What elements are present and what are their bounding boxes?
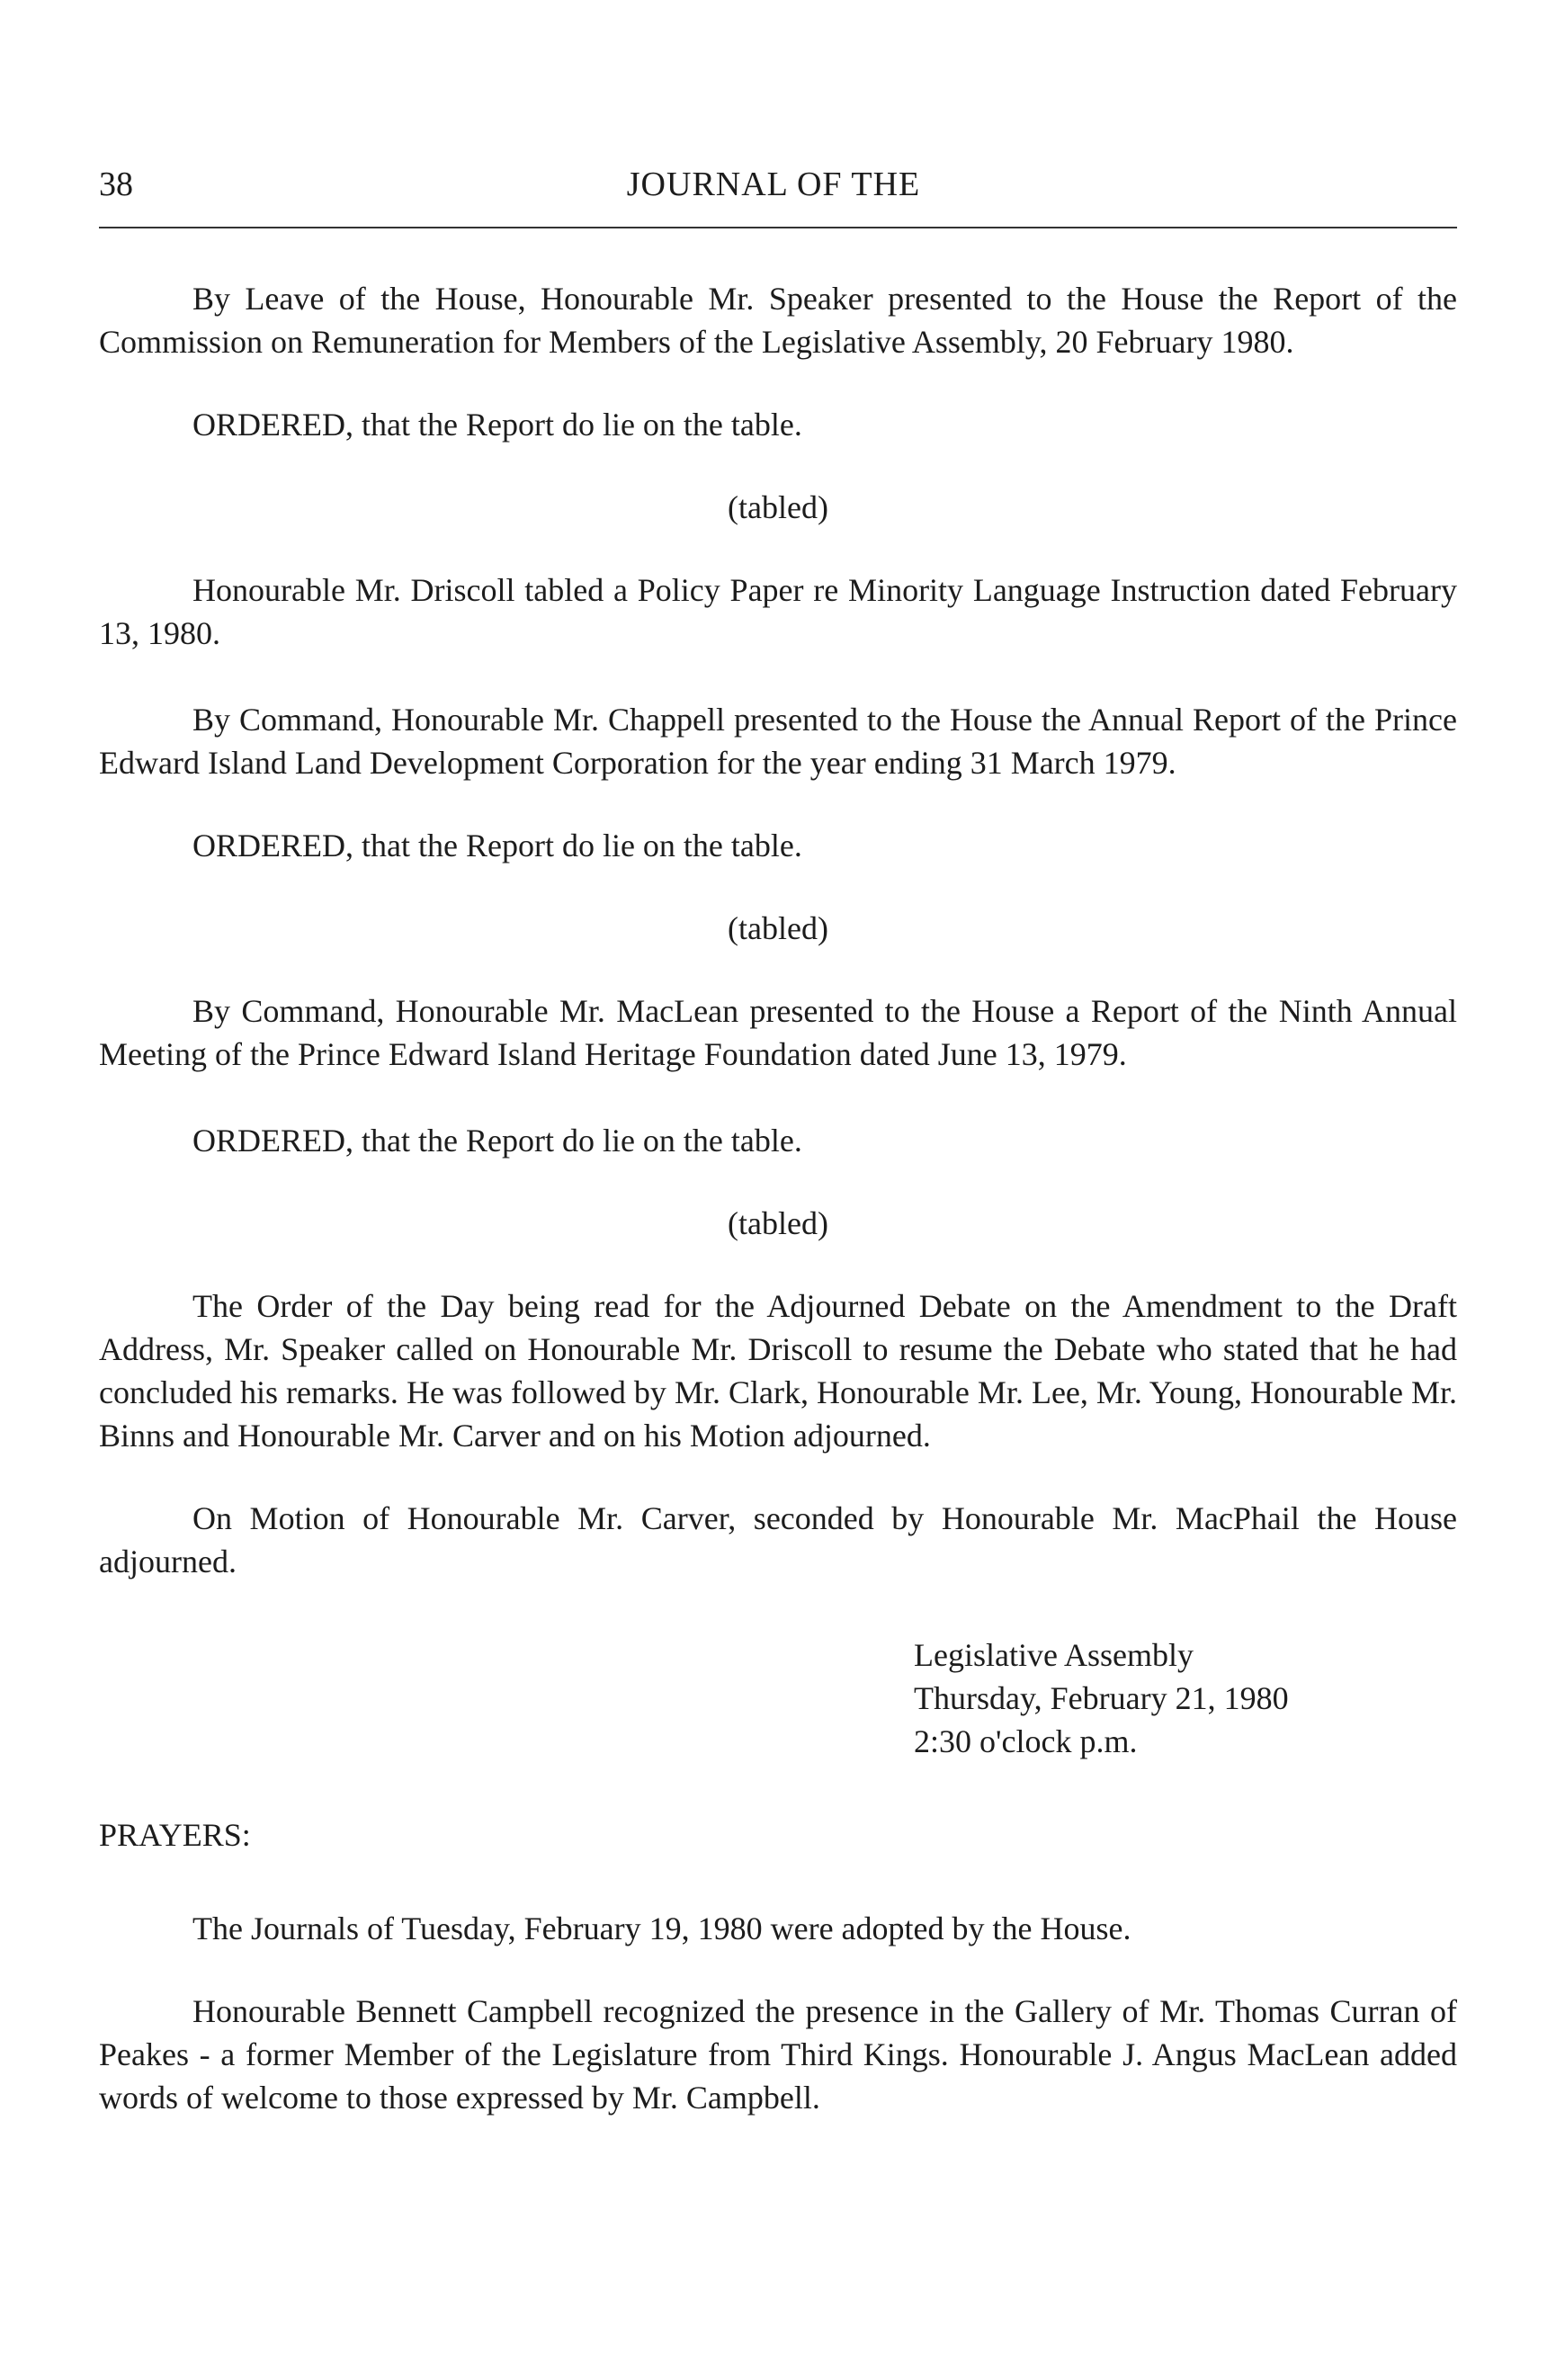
tabled-note: (tabled) [728, 489, 828, 525]
paragraph-policy-paper: Honourable Mr. Driscoll tabled a Policy Paper re Minority Language Instruction dated February 13, 1980. [99, 572, 1457, 651]
session-assembly: Legislative Assembly [914, 1637, 1194, 1673]
tabled-note: (tabled) [728, 910, 828, 946]
ordered-line: ORDERED, that the Report do lie on the table. [192, 407, 802, 443]
header-rule [99, 227, 1457, 228]
paragraph-house-adjourned: On Motion of Honourable Mr. Carver, seconded by Honourable Mr. MacPhail the House adjourned. [99, 1500, 1457, 1579]
ordered-line: ORDERED, that the Report do lie on the table. [192, 1123, 802, 1159]
paragraph-gallery-recognition: Honourable Bennett Campbell recognized the presence in the Gallery of Mr. Thomas Curran of Peakes - a former Member of the Legislature from Third Kings. Honourable J. Angus MacLean added words of welcome to those expressed by Mr. Campbell. [99, 1993, 1457, 2116]
session-time: 2:30 o'clock p.m. [914, 1723, 1138, 1759]
paragraph-adjourned-debate: The Order of the Day being read for the Adjourned Debate on the Amendment to the Draft Address, Mr. Speaker called on Honourable Mr. Driscoll to resume the Debate who stated that he had concluded his remarks. He was followed by Mr. Clark, Honourable Mr. Lee, Mr. Young, Honourable Mr. Binns and Honourable Mr. Carver and on his Motion adjourned. [99, 1288, 1457, 1454]
page-header [99, 162, 1448, 207]
paragraph-journals-adopted: The Journals of Tuesday, February 19, 1980 were adopted by the House. [192, 1910, 1131, 1946]
prayers-heading: PRAYERS: [99, 1817, 251, 1853]
paragraph-heritage-foundation: By Command, Honourable Mr. MacLean presented to the House a Report of the Ninth Annual Meeting of the Prince Edward Island Heritage Foundation dated June 13, 1979. [99, 993, 1457, 1072]
paragraph-land-development: By Command, Honourable Mr. Chappell presented to the House the Annual Report of the Prince Edward Island Land Development Corporation for the year ending 31 March 1979. [99, 702, 1457, 781]
tabled-note: (tabled) [728, 1205, 828, 1241]
paragraph-speaker-report: By Leave of the House, Honourable Mr. Speaker presented to the House the Report of the Commission on Remuneration for Members of the Legislative Assembly, 20 February 1980. [99, 281, 1457, 360]
ordered-line: ORDERED, that the Report do lie on the table. [192, 828, 802, 863]
running-title: JOURNAL OF THE [626, 166, 921, 203]
page-number: 38 [99, 166, 133, 203]
journal-body [99, 277, 1457, 2119]
session-date: Thursday, February 21, 1980 [914, 1680, 1289, 1716]
session-heading [914, 1633, 1457, 1763]
